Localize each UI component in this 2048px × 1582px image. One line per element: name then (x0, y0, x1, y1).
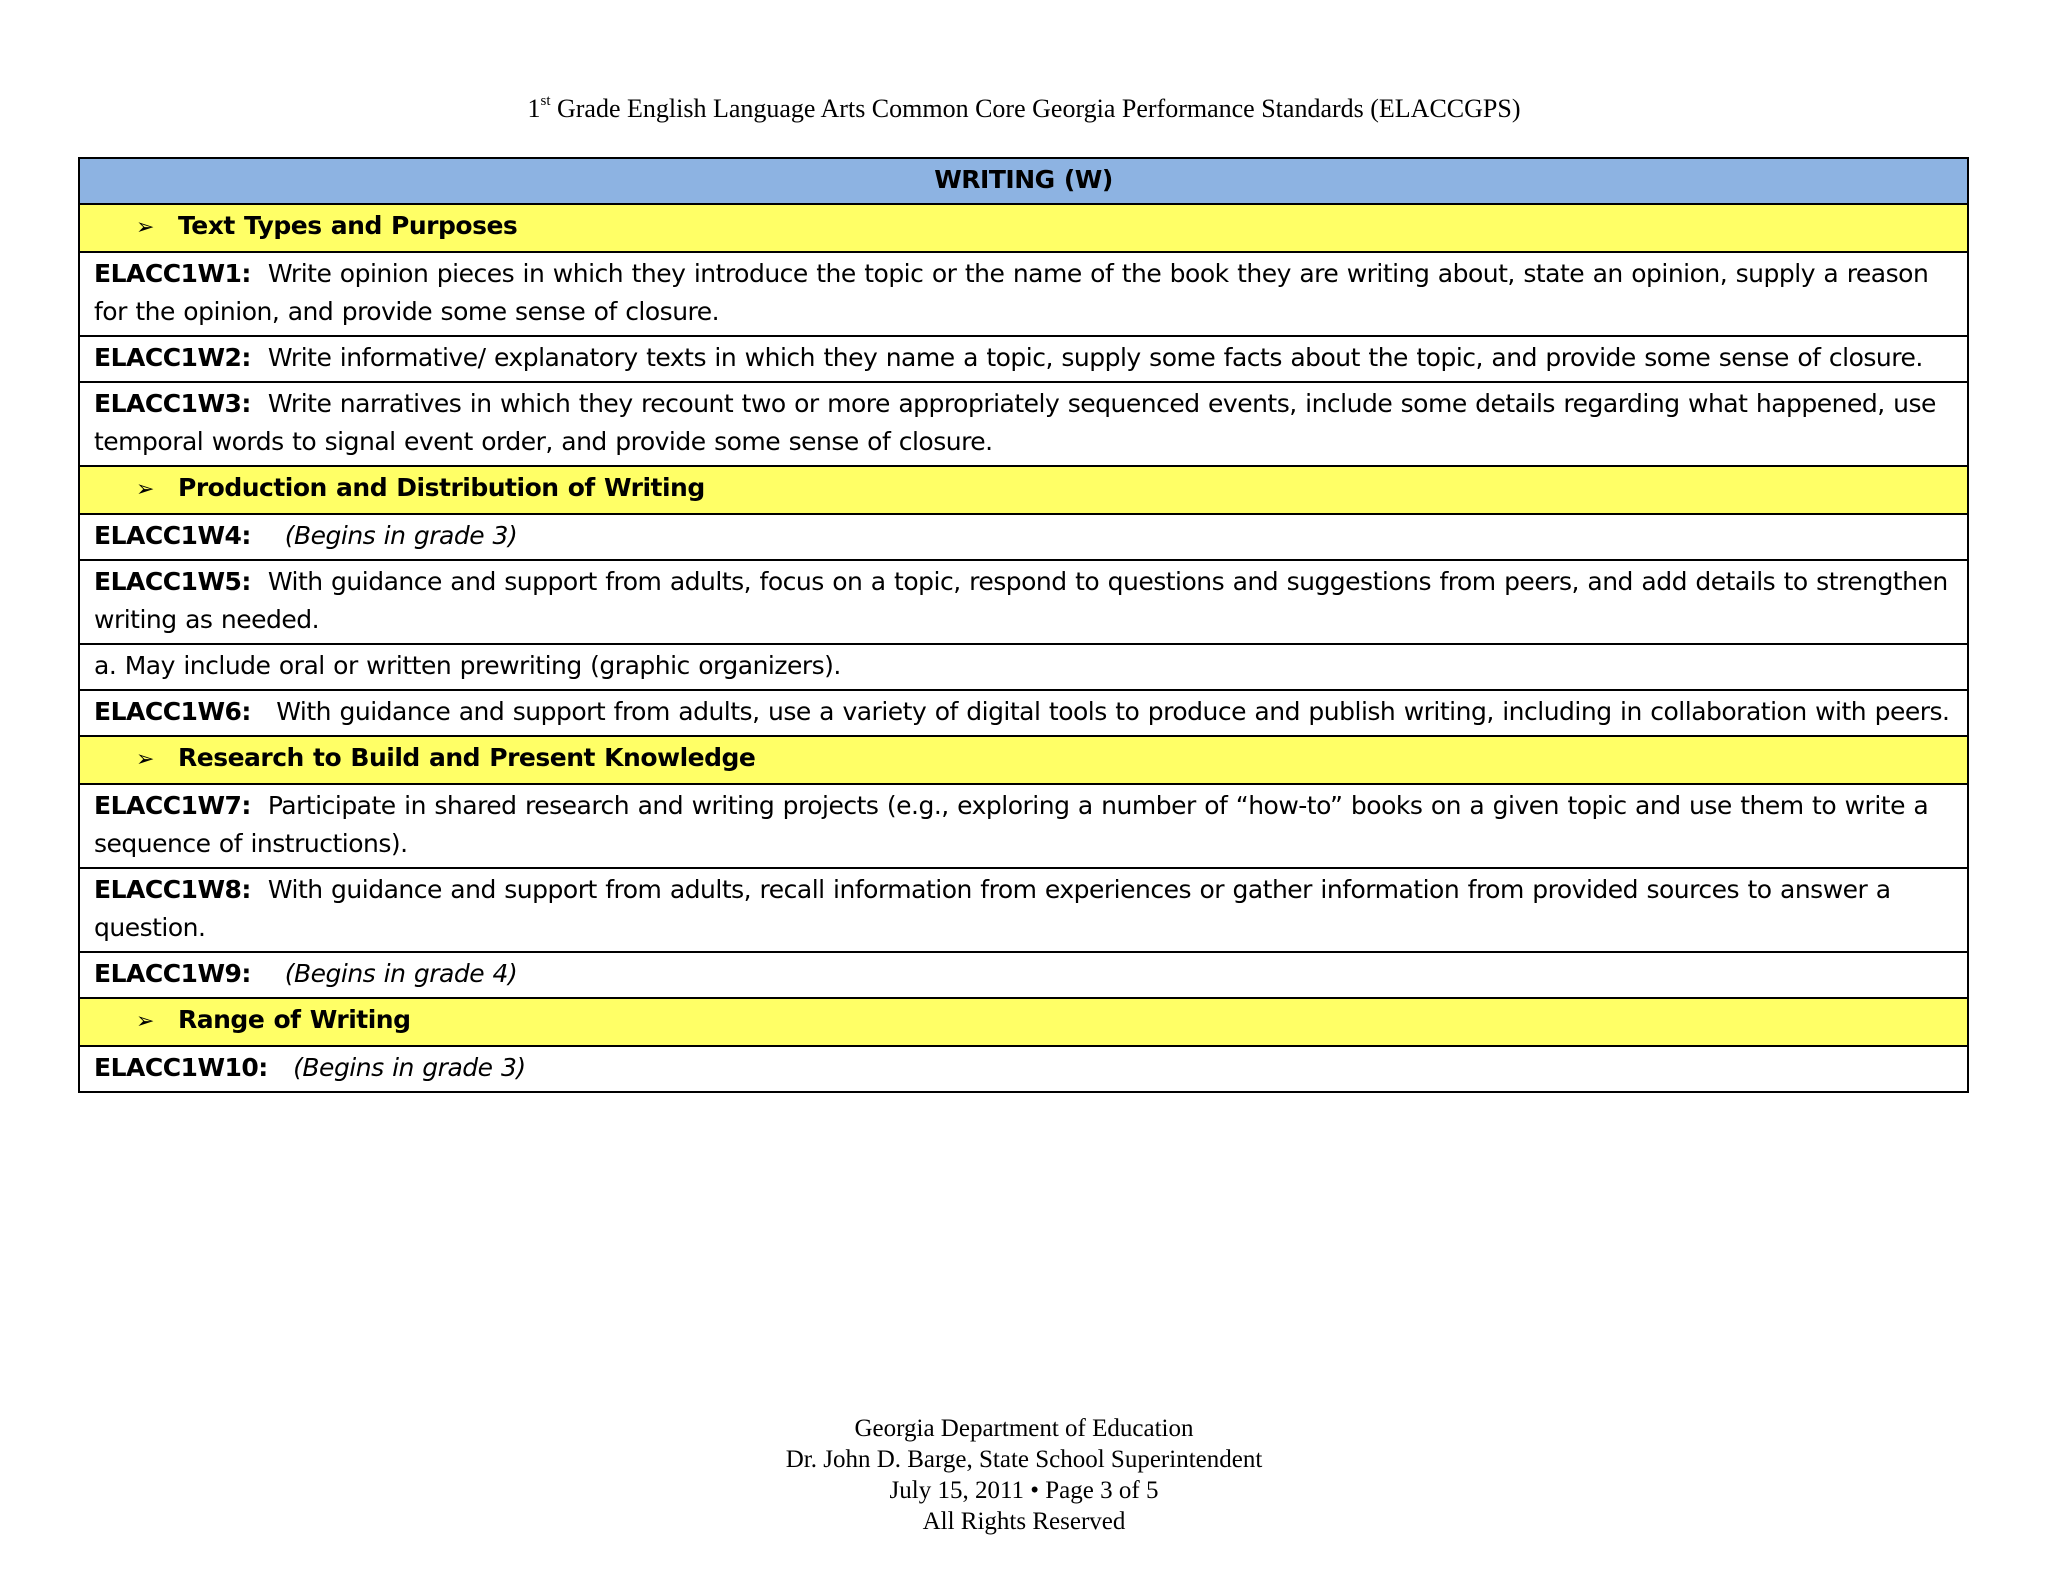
standard-cell (79, 382, 1968, 466)
standard-row (79, 644, 1968, 690)
standard-code: ELACC1W9: (94, 959, 251, 988)
code-separator (251, 389, 268, 418)
standard-text: (Begins in grade 3) (293, 1053, 526, 1082)
standard-text: (Begins in grade 3) (284, 521, 518, 550)
standard-cell (79, 952, 1968, 998)
arrow-bullet-icon: ➢ (136, 747, 154, 772)
section-heading-label: Range of Writing (178, 1005, 411, 1034)
standard-cell (79, 1046, 1968, 1092)
section-heading-row (79, 736, 1968, 784)
section-heading-label: Text Types and Purposes (178, 211, 518, 240)
grade-number: 1 (527, 94, 541, 123)
section-heading-row (79, 998, 1968, 1046)
standard-row (79, 952, 1968, 998)
standard-cell (79, 560, 1968, 644)
footer-department: Georgia Department of Education (854, 1415, 1194, 1442)
standard-text: Participate in shared research and writing projects (e.g., exploring a number of “how-to” books on a given topic and use them to write a sequence of instructions). (94, 791, 1929, 858)
standard-text: With guidance and support from adults, use a variety of digital tools to produce and publish writing, including in collaboration with peers. (276, 697, 1950, 726)
standard-text: Write informative/ explanatory texts in which they name a topic, supply some facts about the topic, and provide some sense of closure. (267, 343, 1923, 372)
section-heading (79, 736, 1968, 784)
standard-text: Write narratives in which they recount two or more appropriately sequenced events, include some details regarding what happened, use temporal words to signal event order, and provide some sense of closure. (94, 389, 1936, 456)
standards-table (78, 157, 1969, 1093)
table-title: WRITING (W) (79, 158, 1968, 204)
page-footer (0, 1413, 2048, 1537)
code-separator (251, 959, 285, 988)
footer-superintendent: Dr. John D. Barge, State School Superintendent (785, 1446, 1263, 1473)
standard-cell (79, 644, 1968, 690)
standards-table-body (79, 158, 1968, 1092)
arrow-bullet-icon: ➢ (136, 215, 154, 240)
standard-cell (79, 514, 1968, 560)
code-separator (251, 343, 268, 372)
standard-cell (79, 336, 1968, 382)
standard-cell (79, 252, 1968, 336)
standard-code: ELACC1W10: (94, 1053, 268, 1082)
standard-row (79, 868, 1968, 952)
standard-row (79, 560, 1968, 644)
code-separator (251, 521, 285, 550)
standard-cell (79, 868, 1968, 952)
standard-code: ELACC1W1: (94, 259, 251, 288)
standard-text: a. May include oral or written prewriting (graphic organizers). (94, 651, 841, 680)
section-heading (79, 998, 1968, 1046)
section-heading-row (79, 204, 1968, 252)
section-heading-label: Production and Distribution of Writing (178, 473, 705, 502)
section-heading-label: Research to Build and Present Knowledge (178, 743, 756, 772)
standard-code: ELACC1W5: (94, 567, 251, 596)
standard-code: ELACC1W8: (94, 875, 251, 904)
code-separator (251, 875, 268, 904)
standard-cell (79, 784, 1968, 868)
footer-rights: All Rights Reserved (922, 1508, 1126, 1535)
standard-text: With guidance and support from adults, focus on a topic, respond to questions and suggestions from peers, and add details to strengthen writing as needed. (94, 567, 1948, 634)
section-heading (79, 204, 1968, 252)
standard-code: ELACC1W4: (94, 521, 251, 550)
standard-code: ELACC1W6: (94, 697, 251, 726)
code-separator (251, 791, 268, 820)
standard-row (79, 514, 1968, 560)
code-separator (251, 259, 268, 288)
grade-suffix: st (540, 93, 551, 109)
standard-text: With guidance and support from adults, recall information from experiences or gather information from provided sources to answer a question. (94, 875, 1891, 942)
standard-code: ELACC1W7: (94, 791, 251, 820)
section-heading-row (79, 466, 1968, 514)
section-heading (79, 466, 1968, 514)
arrow-bullet-icon: ➢ (136, 477, 154, 502)
code-separator (251, 697, 276, 726)
standard-row (79, 784, 1968, 868)
standard-text: (Begins in grade 4) (284, 959, 518, 988)
standard-row (79, 1046, 1968, 1092)
arrow-bullet-icon: ➢ (136, 1009, 154, 1034)
standard-cell (79, 690, 1968, 736)
header-title: Grade English Language Arts Common Core Georgia Performance Standards (ELACCGPS) (550, 94, 1521, 123)
code-separator (251, 567, 268, 596)
standard-row (79, 690, 1968, 736)
code-separator (268, 1053, 293, 1082)
page-header (0, 92, 2048, 126)
standard-text: Write opinion pieces in which they introduce the topic or the name of the book they are writing about, state an opinion, supply a reason for the opinion, and provide some sense of closure. (94, 259, 1929, 326)
standard-row (79, 252, 1968, 336)
footer-date-page: July 15, 2011 • Page 3 of 5 (889, 1477, 1159, 1504)
standard-row (79, 336, 1968, 382)
standard-code: ELACC1W3: (94, 389, 251, 418)
standard-row (79, 382, 1968, 466)
standard-code: ELACC1W2: (94, 343, 251, 372)
table-title-row (79, 158, 1968, 204)
